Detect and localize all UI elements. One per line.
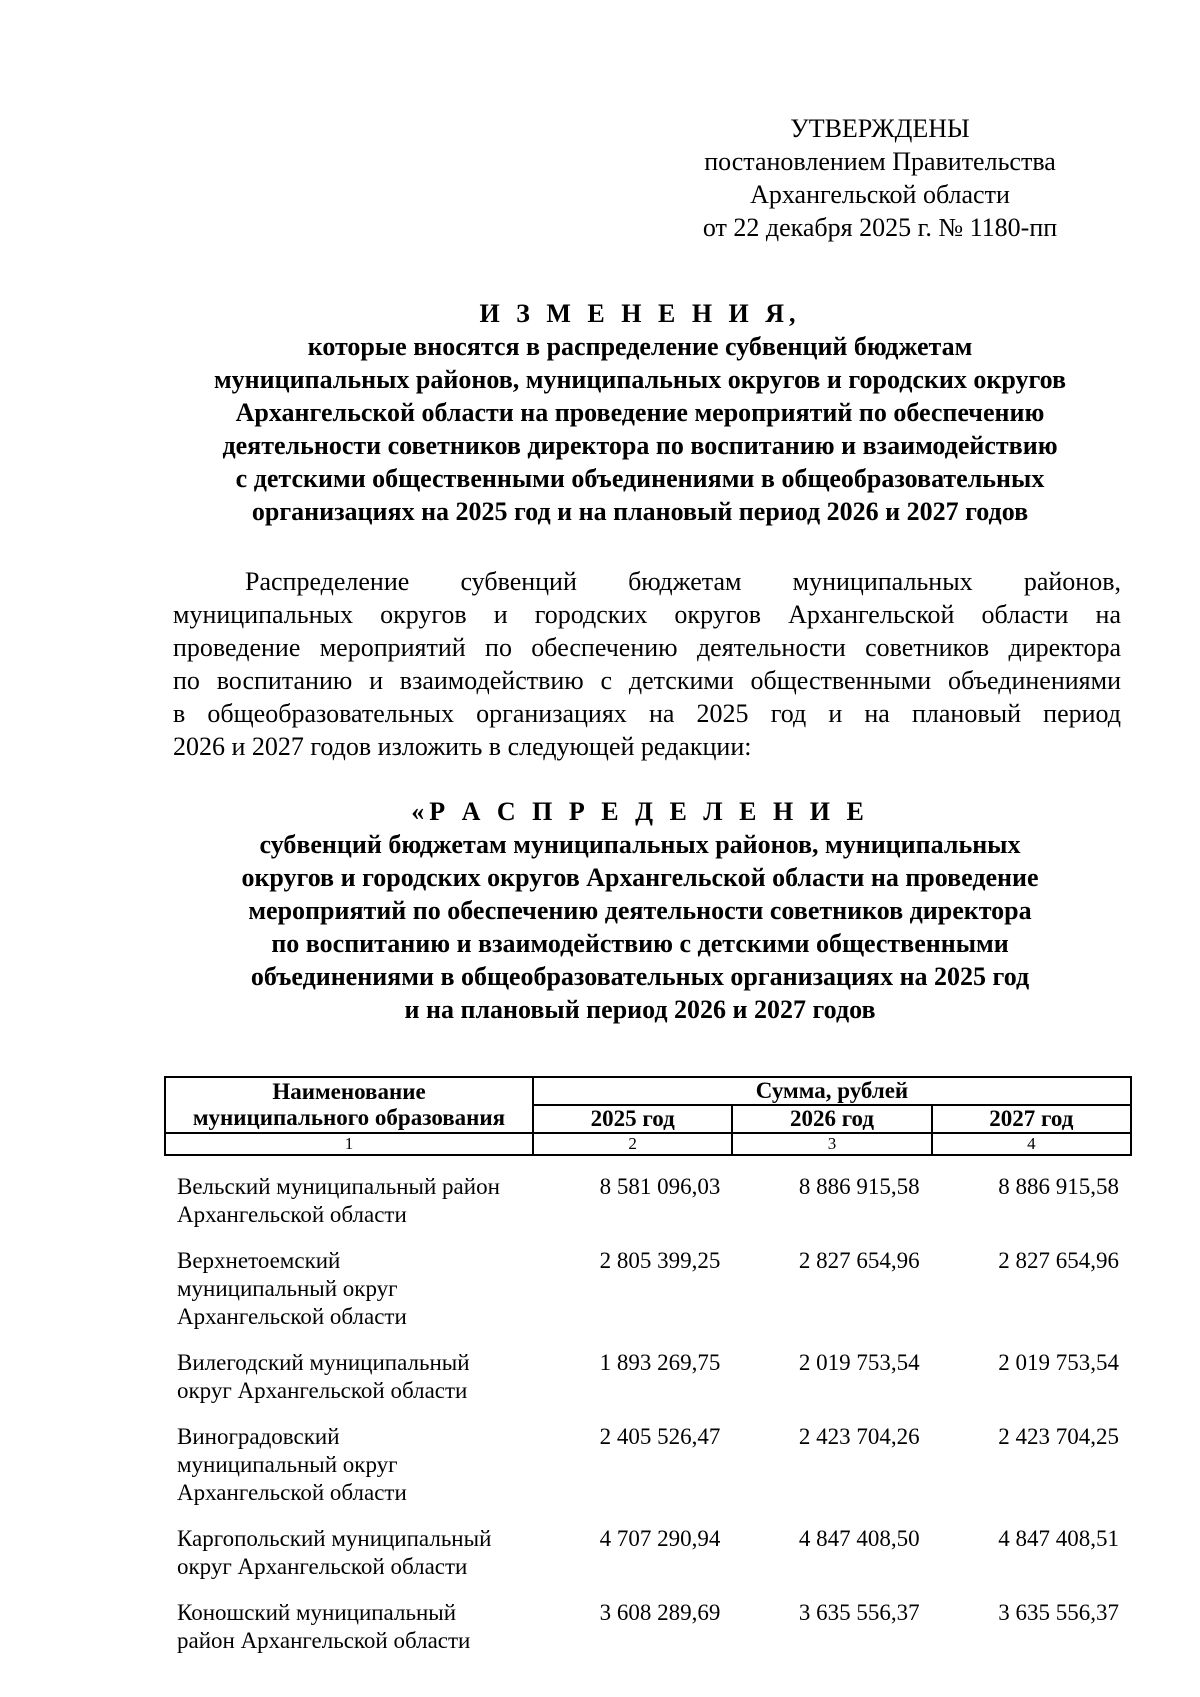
sum-2025: 2 405 526,47 bbox=[599, 1424, 721, 1449]
municipality-name bbox=[165, 1240, 533, 1342]
approval-block bbox=[640, 112, 1120, 244]
changes-subtitle-line: деятельности советников директора по воспитанию и взаимодействию bbox=[222, 431, 1058, 460]
distribution-subtitle-line: мероприятий по обеспечению деятельности советников директора bbox=[248, 896, 1032, 925]
header-sum: Сумма, рублей bbox=[533, 1077, 1131, 1105]
sum-2025: 4 707 290,94 bbox=[599, 1526, 721, 1551]
sum-2025: 2 805 399,25 bbox=[599, 1248, 721, 1273]
intro-line: 2026 и 2027 годов изложить в следующей редакции: bbox=[173, 732, 752, 761]
municipality-name-line: Архангельской области bbox=[177, 1304, 407, 1329]
sum-2027: 2 019 753,54 bbox=[998, 1350, 1119, 1375]
municipality-name-line: район Архангельской области bbox=[177, 1628, 471, 1653]
changes-subtitle-line: Архангельской области на проведение мероприятий по обеспечению bbox=[235, 398, 1045, 427]
municipality-name-line: муниципальный округ bbox=[177, 1452, 398, 1477]
intro-line: муниципальных округов и городских округов Архангельской области на bbox=[173, 600, 1121, 629]
municipality-name-line: Архангельской области bbox=[177, 1480, 407, 1505]
intro-line: проведение мероприятий по обеспечению деятельности советников директора bbox=[173, 633, 1121, 662]
distribution-heading: «Р А С П Р Е Д Е Л Е Н И Е bbox=[411, 797, 869, 826]
municipality-name-line: округ Архангельской области bbox=[177, 1554, 468, 1579]
sum-2027: 8 886 915,58 bbox=[998, 1174, 1119, 1199]
header-year-2025: 2025 год bbox=[533, 1105, 732, 1133]
municipality-name-line: Коношский муниципальный bbox=[177, 1600, 457, 1625]
changes-subtitle-line: с детскими общественными объединениями в общеобразовательных bbox=[235, 464, 1045, 493]
sum-2027: 3 635 556,37 bbox=[998, 1600, 1119, 1625]
municipality-name bbox=[165, 1518, 533, 1592]
sum-2027: 2 827 654,96 bbox=[998, 1248, 1119, 1273]
distribution-subtitle-line: и на плановый период 2026 и 2027 годов bbox=[404, 995, 876, 1024]
distribution-table bbox=[164, 1076, 1132, 1666]
column-number: 4 bbox=[932, 1133, 1131, 1155]
column-number: 2 bbox=[533, 1133, 732, 1155]
sum-2026: 2 827 654,96 bbox=[798, 1248, 920, 1273]
sum-2025: 1 893 269,75 bbox=[599, 1350, 721, 1375]
distribution-subtitle-line: субвенций бюджетам муниципальных районов, муниципальных bbox=[259, 830, 1021, 859]
table-row bbox=[165, 1518, 1131, 1592]
approval-date-number: от 22 декабря 2025 г. № 1180-пп bbox=[702, 213, 1058, 242]
sum-2025: 3 608 289,69 bbox=[599, 1600, 721, 1625]
changes-heading: И З М Е Н Е Н И Я, bbox=[479, 299, 801, 328]
municipality-name-line: Виноградовский bbox=[177, 1424, 340, 1449]
municipality-name-line: Верхнетоемский bbox=[177, 1248, 341, 1273]
sum-2026: 2 423 704,26 bbox=[798, 1424, 920, 1449]
header-year-2026: 2026 год bbox=[732, 1105, 931, 1133]
municipality-name bbox=[165, 1166, 533, 1240]
distribution-subtitle-line: округов и городских округов Архангельской области на проведение bbox=[241, 863, 1039, 892]
municipality-name-line: муниципальный округ bbox=[177, 1276, 398, 1301]
changes-subtitle-line: которые вносятся в распределение субвенций бюджетам bbox=[307, 332, 973, 361]
header-municipality-line: Наименование bbox=[272, 1079, 426, 1104]
municipality-name-line: Архангельской области bbox=[177, 1202, 407, 1227]
header-municipality bbox=[165, 1077, 533, 1133]
municipality-name bbox=[165, 1592, 533, 1666]
intro-line: по воспитанию и взаимодействию с детскими общественными объединениями bbox=[173, 666, 1121, 695]
column-number: 1 bbox=[165, 1133, 533, 1155]
column-number: 3 bbox=[732, 1133, 931, 1155]
distribution-subtitle-line: объединениями в общеобразовательных организациях на 2025 год bbox=[250, 962, 1030, 991]
changes-subtitle-line: организациях на 2025 год и на плановый период 2026 и 2027 годов bbox=[251, 497, 1029, 526]
approval-region: Архангельской области bbox=[750, 180, 1010, 209]
municipality-name-line: Вельский муниципальный район bbox=[177, 1174, 500, 1199]
table-row bbox=[165, 1416, 1131, 1518]
intro-line: в общеобразовательных организациях на 2025 год и на плановый период bbox=[173, 699, 1121, 728]
distribution-subtitle-line: по воспитанию и взаимодействию с детскими общественными bbox=[271, 929, 1009, 958]
header-year-2027: 2027 год bbox=[932, 1105, 1131, 1133]
sum-2027: 2 423 704,25 bbox=[998, 1424, 1119, 1449]
distribution-title bbox=[120, 795, 1160, 1026]
municipality-name-line: округ Архангельской области bbox=[177, 1378, 468, 1403]
municipality-name-line: Каргопольский муниципальный bbox=[177, 1526, 492, 1551]
sum-2026: 8 886 915,58 bbox=[798, 1174, 920, 1199]
municipality-name bbox=[165, 1416, 533, 1518]
approval-status: УТВЕРЖДЕНЫ bbox=[790, 114, 970, 143]
sum-2026: 2 019 753,54 bbox=[798, 1350, 920, 1375]
intro-line: Распределение субвенций бюджетам муниципальных районов, bbox=[245, 567, 1121, 596]
sum-2026: 4 847 408,50 bbox=[798, 1526, 920, 1551]
header-municipality-line: муниципального образования bbox=[192, 1105, 506, 1130]
table-row bbox=[165, 1166, 1131, 1240]
table-row bbox=[165, 1342, 1131, 1416]
approval-resolution: постановлением Правительства bbox=[704, 147, 1056, 176]
municipality-name-line: Вилегодский муниципальный bbox=[177, 1350, 470, 1375]
table-row bbox=[165, 1592, 1131, 1666]
sum-2026: 3 635 556,37 bbox=[798, 1600, 920, 1625]
table-row bbox=[165, 1240, 1131, 1342]
sum-2025: 8 581 096,03 bbox=[599, 1174, 721, 1199]
changes-title bbox=[120, 297, 1160, 528]
changes-subtitle-line: муниципальных районов, муниципальных округов и городских округов bbox=[213, 365, 1067, 394]
municipality-name bbox=[165, 1342, 533, 1416]
sum-2027: 4 847 408,51 bbox=[998, 1526, 1119, 1551]
intro-paragraph bbox=[173, 565, 1121, 763]
